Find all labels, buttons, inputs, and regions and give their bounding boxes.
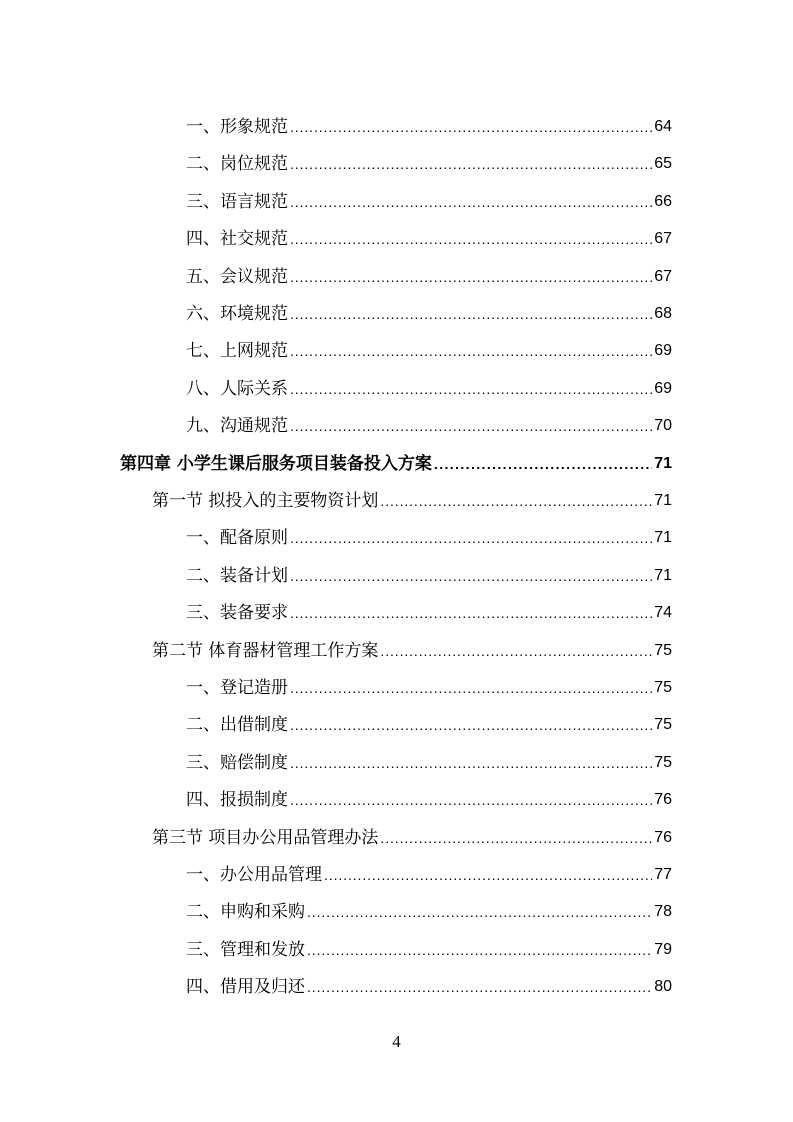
toc-entry-label: 三、语言规范 xyxy=(186,191,288,212)
toc-dot-leader xyxy=(324,866,652,884)
toc-entry-page: 66 xyxy=(654,192,672,210)
toc-dot-leader xyxy=(290,118,652,136)
toc-subsection-entry[interactable] xyxy=(186,550,672,587)
toc-entry-page: 76 xyxy=(654,791,672,809)
toc-entry-label: 第二节 体育器材管理工作方案 xyxy=(152,640,379,661)
toc-dot-leader xyxy=(290,230,652,248)
toc-entry-label: 三、赔偿制度 xyxy=(186,752,288,773)
toc-dot-leader xyxy=(307,903,652,921)
toc-entry-label: 三、管理和发放 xyxy=(186,939,305,960)
toc-subsection-entry[interactable] xyxy=(186,288,672,325)
toc-entry-label: 二、申购和采购 xyxy=(186,902,305,923)
toc-dot-leader xyxy=(290,567,652,585)
toc-dot-leader xyxy=(380,829,652,847)
toc-dot-leader xyxy=(290,754,652,772)
toc-subsection-entry[interactable] xyxy=(186,251,672,288)
toc-entry-label: 三、装备要求 xyxy=(186,603,288,624)
toc-dot-leader xyxy=(290,716,652,734)
toc-section-entry[interactable] xyxy=(152,625,672,662)
toc-entry-label: 第四章 小学生课后服务项目装备投入方案 xyxy=(120,453,432,474)
toc-dot-leader xyxy=(290,155,652,173)
toc-subsection-entry[interactable] xyxy=(186,363,672,400)
toc-entry-label: 九、沟通规范 xyxy=(186,416,288,437)
toc-dot-leader xyxy=(290,193,652,211)
toc-entry-page: 75 xyxy=(654,753,672,771)
toc-dot-leader xyxy=(307,941,652,959)
toc-subsection-entry[interactable] xyxy=(186,176,672,213)
toc-entry-label: 四、报损制度 xyxy=(186,790,288,811)
toc-dot-leader xyxy=(290,791,652,809)
toc-entry-label: 五、会议规范 xyxy=(186,266,288,287)
toc-entry-page: 75 xyxy=(654,679,672,696)
toc-entry-page: 67 xyxy=(654,267,672,285)
toc-section-entry[interactable] xyxy=(152,812,672,849)
toc-entry-label: 一、办公用品管理 xyxy=(186,865,322,885)
toc-entry-label: 四、借用及归还 xyxy=(186,977,305,998)
toc-subsection-entry[interactable] xyxy=(186,662,672,699)
toc-dot-leader xyxy=(290,380,652,398)
toc-entry-label: 二、装备计划 xyxy=(186,565,288,586)
toc-entry-page: 69 xyxy=(654,379,672,397)
toc-entry-label: 一、配备原则 xyxy=(186,528,288,549)
toc-section-entry[interactable] xyxy=(152,475,672,512)
toc-entry-page: 65 xyxy=(654,155,672,173)
toc-subsection-entry[interactable] xyxy=(186,924,672,961)
toc-entry-label: 二、出借制度 xyxy=(186,715,288,736)
toc-entry-page: 75 xyxy=(654,641,672,659)
toc-subsection-entry[interactable] xyxy=(186,512,672,549)
toc-subsection-entry[interactable] xyxy=(186,849,672,886)
toc-subsection-entry[interactable] xyxy=(186,213,672,250)
toc-subsection-entry[interactable] xyxy=(186,886,672,923)
toc-dot-leader xyxy=(380,492,652,510)
toc-entry-label: 二、岗位规范 xyxy=(186,154,288,175)
toc-entry-page: 67 xyxy=(654,230,672,248)
toc-dot-leader xyxy=(307,978,652,996)
toc-entry-page: 80 xyxy=(654,978,672,996)
toc-dot-leader xyxy=(290,679,652,697)
toc-dot-leader xyxy=(290,268,652,286)
toc-dot-leader xyxy=(290,604,652,622)
toc-subsection-entry[interactable] xyxy=(186,587,672,624)
toc-subsection-entry[interactable] xyxy=(186,774,672,811)
toc-entry-page: 70 xyxy=(654,417,672,435)
toc-entry-page: 76 xyxy=(654,828,672,846)
toc-entry-label: 六、环境规范 xyxy=(186,304,288,324)
toc-subsection-entry[interactable] xyxy=(186,138,672,175)
toc-dot-leader xyxy=(290,305,652,323)
toc-dot-leader xyxy=(290,417,652,435)
toc-entry-page: 71 xyxy=(654,566,672,584)
toc-dot-leader xyxy=(380,642,652,660)
toc-dot-leader xyxy=(434,455,652,473)
toc-subsection-entry[interactable] xyxy=(186,699,672,736)
toc-subsection-entry[interactable] xyxy=(186,961,672,998)
toc-entry-page: 79 xyxy=(654,940,672,958)
toc-entry-label: 七、上网规范 xyxy=(186,341,288,362)
toc-entry-page: 71 xyxy=(654,492,672,509)
toc-entry-label: 八、人际关系 xyxy=(186,378,288,399)
toc-subsection-entry[interactable] xyxy=(186,737,672,774)
toc-subsection-entry[interactable] xyxy=(186,101,672,138)
toc-entry-page: 71 xyxy=(654,529,672,547)
page-number: 4 xyxy=(392,1032,401,1051)
toc-entry-page: 69 xyxy=(654,342,672,360)
toc-entry-page: 75 xyxy=(654,716,672,734)
toc-entry-page: 64 xyxy=(654,118,672,135)
toc-dot-leader xyxy=(290,529,652,547)
toc-dot-leader xyxy=(290,342,652,360)
toc-entry-page: 68 xyxy=(654,305,672,322)
toc-entry-page: 71 xyxy=(654,454,672,472)
toc-subsection-entry[interactable] xyxy=(186,400,672,437)
toc-entry-label: 四、社交规范 xyxy=(186,229,288,250)
toc-entry-label: 第三节 项目办公用品管理办法 xyxy=(152,827,379,848)
toc-chapter-entry[interactable] xyxy=(120,438,672,475)
toc-entry-page: 74 xyxy=(654,604,672,622)
toc-entry-label: 一、登记造册 xyxy=(186,678,288,698)
toc-entry-label: 一、形象规范 xyxy=(186,117,288,137)
toc-entry-label: 第一节 拟投入的主要物资计划 xyxy=(152,491,379,511)
toc-entry-page: 78 xyxy=(654,903,672,921)
toc-subsection-entry[interactable] xyxy=(186,325,672,362)
toc-entry-page: 77 xyxy=(654,866,672,883)
